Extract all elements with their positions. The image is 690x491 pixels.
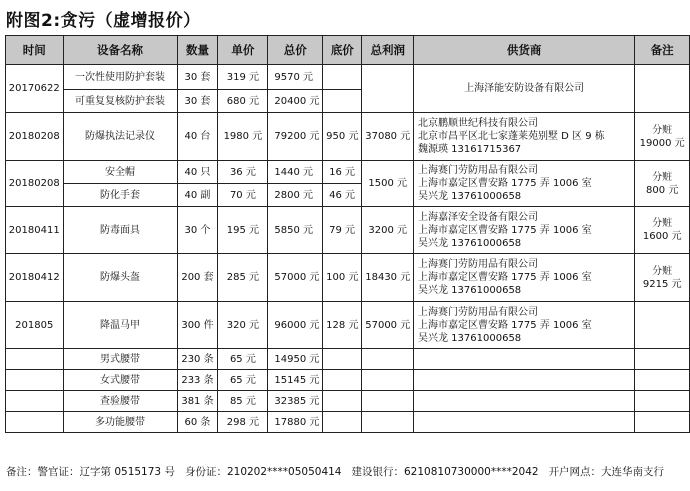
supplier-cell [414,302,635,349]
supplier-line: 上海市嘉定区曹安路 1775 弄 1006 室 [418,319,592,331]
supplier-line: 吴兴龙 13761000658 [418,332,522,344]
floor-cell: 100 元 [323,254,362,302]
date-cell: 20180208 [6,161,64,207]
date-cell [6,412,64,433]
floor-cell: 46 元 [323,184,362,207]
profit-cell: 37080 元 [362,113,414,161]
unit-cell: 298 元 [218,412,268,433]
supplier-cell [414,207,635,254]
table-row [6,370,690,391]
profit-cell: 3200 元 [362,207,414,254]
note-line: 19000 元 [639,137,685,149]
supplier-cell [414,370,635,391]
total-cell: 17880 元 [268,412,323,433]
total-cell: 9570 元 [268,65,323,90]
qty-cell: 30 套 [177,90,218,113]
total-cell: 1440 元 [268,161,323,184]
floor-cell [323,412,362,433]
profit-cell [362,412,414,433]
qty-cell: 40 只 [177,161,218,184]
supplier-line: 上海市嘉定区曹安路 1775 弄 1006 室 [418,224,592,236]
note-line: 9215 元 [642,278,682,290]
floor-cell [323,90,362,113]
table-row [6,349,690,370]
device-cell: 安全帽 [63,161,177,184]
device-cell: 防爆执法记录仪 [63,113,177,161]
supplier-line: 上海市嘉定区曹安路 1775 弄 1006 室 [418,178,592,189]
device-cell: 查验腰带 [63,391,177,412]
device-cell: 多功能腰带 [63,412,177,433]
floor-cell [323,349,362,370]
officer-id: 警官证：辽字第 0515173 号 [37,466,175,478]
supplier-line: 上海泽能安防设备有限公司 [464,83,585,94]
header-note: 备注 [635,36,690,65]
supplier-line: 吴兴龙 13761000658 [418,285,522,296]
supplier-line: 吴兴龙 13761000658 [418,191,522,202]
date-cell [6,370,64,391]
floor-cell: 128 元 [323,302,362,349]
device-cell: 防毒面具 [63,207,177,254]
date-cell [6,349,64,370]
supplier-line: 上海赛门劳防用品有限公司 [418,165,538,176]
qty-cell: 200 套 [177,254,218,302]
table-row [6,254,690,302]
header-row [6,36,690,65]
total-cell: 57000 元 [268,254,323,302]
note-cell [635,349,690,370]
note-cell [635,302,690,349]
note-cell [635,391,690,412]
footer-label: 备注： [6,466,38,478]
date-cell: 20180412 [6,254,64,302]
floor-cell [323,391,362,412]
supplier-cell [414,161,635,207]
total-cell: 15145 元 [268,370,323,391]
qty-cell: 381 条 [177,391,218,412]
profit-cell [362,65,414,113]
qty-cell: 233 条 [177,370,218,391]
date-cell: 20180411 [6,207,64,254]
supplier-cell [414,254,635,302]
device-cell: 防化手套 [63,184,177,207]
header-qty: 数量 [177,36,218,65]
note-cell [635,412,690,433]
unit-cell: 680 元 [218,90,268,113]
table-row [6,412,690,433]
date-cell: 201805 [6,302,64,349]
device-cell: 可重复复核防护套装 [63,90,177,113]
unit-cell: 320 元 [218,302,268,349]
device-cell: 防爆头盔 [63,254,177,302]
qty-cell: 30 个 [177,207,218,254]
qty-cell: 60 条 [177,412,218,433]
profit-cell: 57000 元 [362,302,414,349]
unit-cell: 195 元 [218,207,268,254]
qty-cell: 230 条 [177,349,218,370]
qty-cell: 30 套 [177,65,218,90]
supplier-line: 魏源瑛 13161715367 [418,144,522,155]
note-cell [635,113,690,161]
total-cell: 79200 元 [268,113,323,161]
note-cell [635,207,690,254]
profit-cell [362,391,414,412]
unit-cell: 70 元 [218,184,268,207]
floor-cell: 16 元 [323,161,362,184]
supplier-line: 上海赛门劳防用品有限公司 [418,259,538,270]
header-unit-price: 单价 [218,36,268,65]
supplier-cell [414,349,635,370]
table-row [6,113,690,161]
table-row [6,391,690,412]
table-row [6,302,690,349]
note-line: 1600 元 [642,231,682,242]
profit-cell: 18430 元 [362,254,414,302]
note-line: 分赃 [652,171,673,183]
supplier-line: 北京鹏顺世纪科技有限公司 [418,118,538,129]
supplier-cell [414,113,635,161]
table-row [6,65,690,90]
total-cell: 14950 元 [268,349,323,370]
supplier-line: 上海嘉泽安全设备有限公司 [418,211,538,223]
qty-cell: 300 件 [177,302,218,349]
note-line: 800 元 [646,184,679,196]
supplier-cell [414,391,635,412]
qty-cell: 40 副 [177,184,218,207]
unit-cell: 319 元 [218,65,268,90]
id-card: 身份证：210202****05050414 [184,466,342,478]
unit-cell: 1980 元 [218,113,268,161]
date-cell: 20170622 [6,65,64,113]
qty-cell: 40 台 [177,113,218,161]
header-supplier: 供货商 [414,36,635,65]
supplier-line: 上海市嘉定区曹安路 1775 弄 1006 室 [418,272,592,283]
supplier-line: 北京市昌平区北七家蓬莱苑别墅 D 区 9 栋 [418,131,605,142]
unit-cell: 65 元 [218,349,268,370]
header-date: 时间 [6,36,64,65]
footer-note [6,464,674,479]
unit-cell: 85 元 [218,391,268,412]
device-cell: 女式腰带 [63,370,177,391]
supplier-cell [414,65,635,113]
unit-cell: 65 元 [218,370,268,391]
bank-account: 建设银行：6210810730000****2042 [351,466,539,478]
unit-cell: 285 元 [218,254,268,302]
supplier-line: 上海赛门劳防用品有限公司 [418,306,538,318]
total-cell: 2800 元 [268,184,323,207]
profit-cell [362,370,414,391]
bank-branch: 开户网点：大连华南支行 [548,466,665,478]
unit-cell: 36 元 [218,161,268,184]
header-profit: 总利润 [362,36,414,65]
page-title: 附图2:贪污（虚增报价） [6,11,201,31]
note-cell [635,65,690,113]
device-cell: 一次性使用防护套装 [63,65,177,90]
note-line: 分赃 [652,124,673,136]
table-row [6,207,690,254]
note-line: 分赃 [652,265,673,277]
profit-cell: 1500 元 [362,161,414,207]
floor-cell: 79 元 [323,207,362,254]
header-total-price: 总价 [268,36,323,65]
total-cell: 20400 元 [268,90,323,113]
note-line: 分赃 [652,218,673,229]
floor-cell [323,370,362,391]
total-cell: 5850 元 [268,207,323,254]
supplier-cell [414,412,635,433]
total-cell: 96000 元 [268,302,323,349]
header-floor-price: 底价 [323,36,362,65]
device-cell: 降温马甲 [63,302,177,349]
date-cell [6,391,64,412]
floor-cell [323,65,362,90]
procurement-table [5,35,690,433]
device-cell: 男式腰带 [63,349,177,370]
floor-cell: 950 元 [323,113,362,161]
header-device: 设备名称 [63,36,177,65]
total-cell: 32385 元 [268,391,323,412]
note-cell [635,161,690,207]
date-cell: 20180208 [6,113,64,161]
table-row [6,161,690,184]
profit-cell [362,349,414,370]
note-cell [635,254,690,302]
supplier-line: 吴兴龙 13761000658 [418,237,522,249]
note-cell [635,370,690,391]
